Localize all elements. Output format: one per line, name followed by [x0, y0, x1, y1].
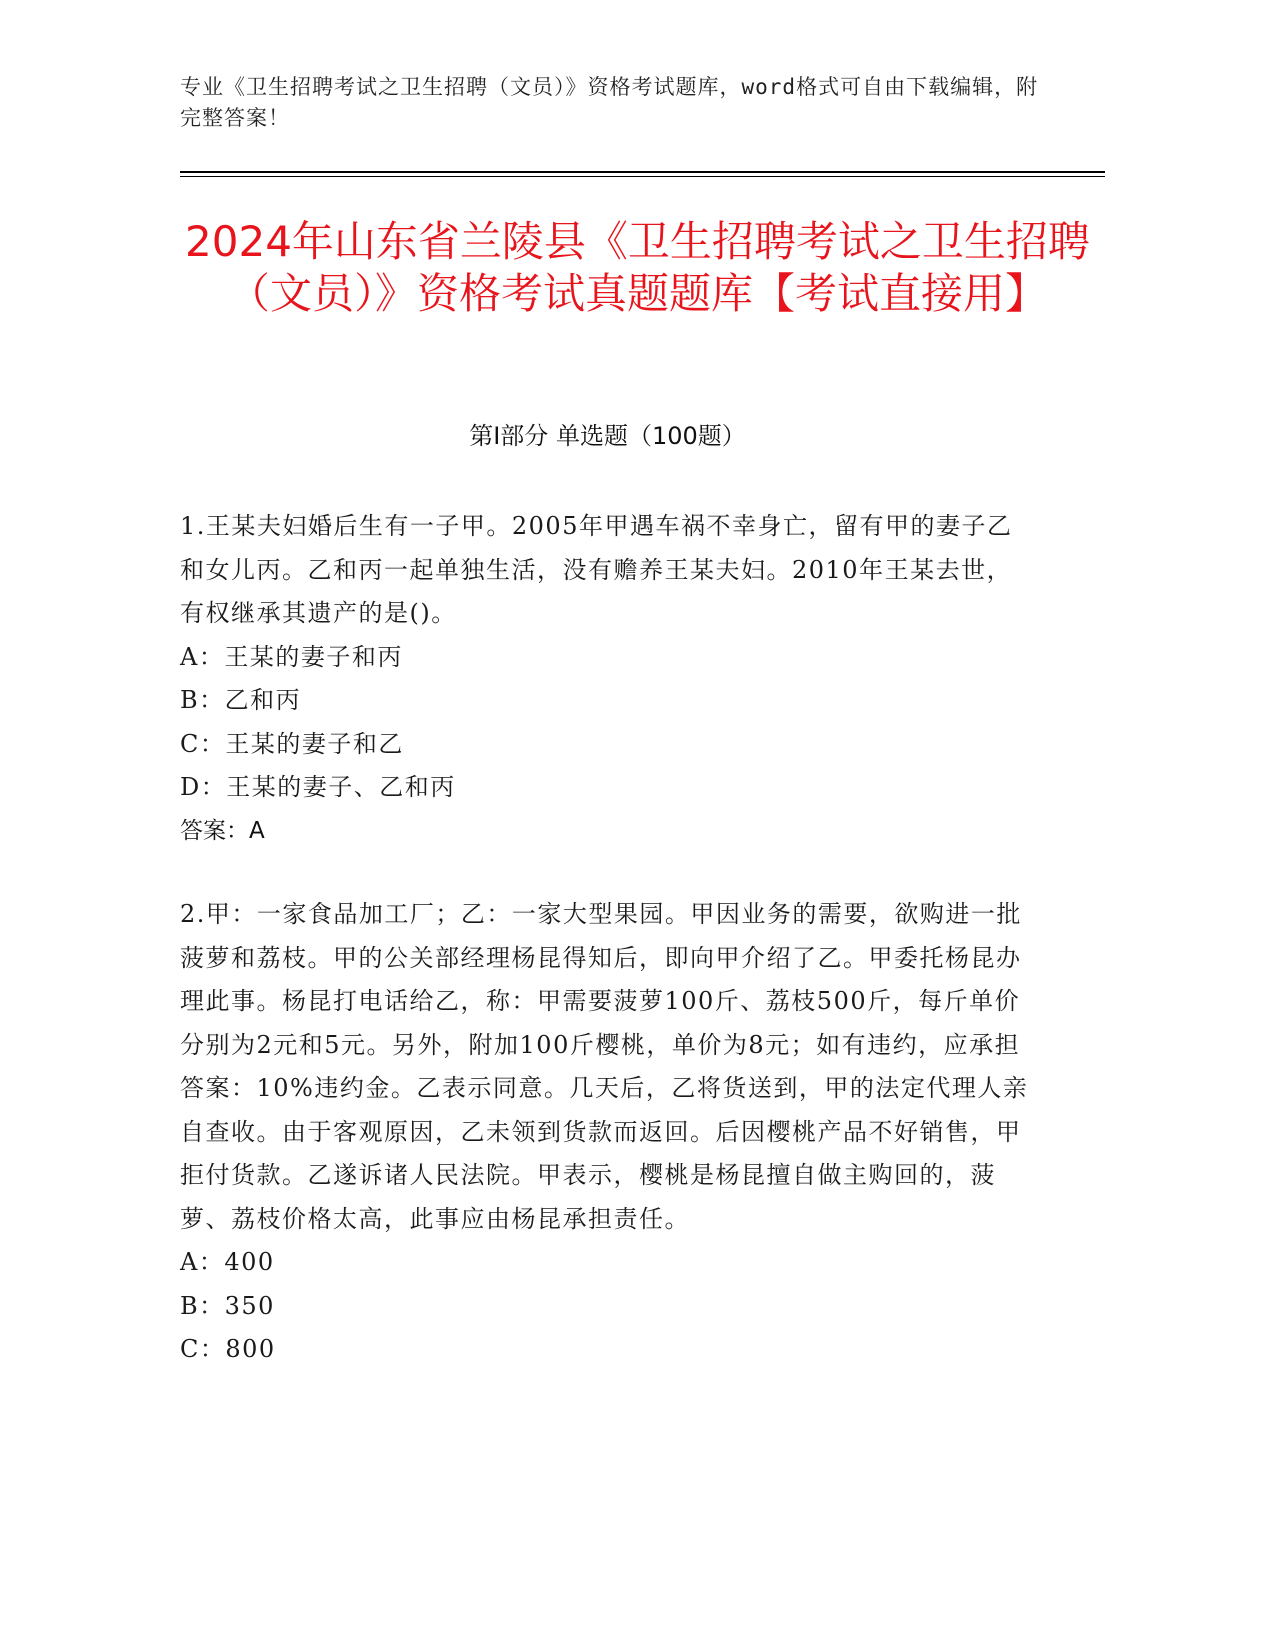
option-d: [180, 766, 1030, 810]
option-b: [180, 679, 1030, 723]
option-key: A：: [180, 642, 225, 671]
answer-line: 答案：A: [180, 817, 265, 844]
option-text: 350: [224, 1291, 275, 1320]
option-text: 王某的妻子、乙和丙: [226, 773, 456, 801]
option-key: B：: [180, 686, 225, 714]
question-stem: 2.甲：一家食品加工厂；乙：一家大型果园。甲因业务的需要，欲购进一批菠萝和荔枝。甲的公关部经理杨昆得知后，即向甲介绍了乙。甲委托杨昆办理此事。杨昆打电话给乙，称：甲需要菠萝100斤、荔枝500斤，每斤单价分别为2元和5元。另外，附加100斤樱桃，单价为8元；如有违约，应承担答案：10%违约金。乙表示同意。几天后，乙将货送到，甲的法定代理人亲自查收。由于客观原因，乙未领到货款而返回。后因樱桃产品不好销售，甲拒付货款。乙遂诉诸人民法院。甲表示，樱桃是杨昆擅自做主购回的，菠萝、荔枝价格太高，此事应由杨昆承担责任。: [180, 900, 1029, 1233]
question-stem: 1.王某夫妇婚后生有一子甲。2005年甲遇车祸不幸身亡，留有甲的妻子乙和女儿丙。乙和丙一起单独生活，没有赡养王某夫妇。2010年王某去世，有权继承其遗产的是()。: [180, 512, 1013, 627]
option-c: [180, 1328, 1030, 1372]
option-key: C：: [180, 1335, 226, 1363]
section-title: 第Ⅰ部分 单选题（100题）: [469, 422, 746, 450]
option-text: 王某的妻子和乙: [225, 729, 404, 758]
option-b: [180, 1285, 1030, 1329]
option-text: 王某的妻子和丙: [224, 642, 403, 671]
question-list: [180, 505, 1030, 1412]
header-divider-thin: [180, 176, 1105, 177]
option-text: 乙和丙: [224, 686, 302, 714]
header-divider-thick: [180, 171, 1105, 173]
option-key: C：: [180, 729, 226, 758]
option-key: A：: [180, 1248, 225, 1276]
question-1: [180, 505, 1030, 853]
option-text: 400: [224, 1248, 275, 1276]
option-key: D：: [180, 773, 227, 801]
option-a: [180, 636, 1030, 680]
question-2: [180, 893, 1030, 1372]
option-text: 800: [225, 1335, 276, 1363]
option-a: [180, 1241, 1030, 1285]
document-title: 2024年山东省兰陵县《卫生招聘考试之卫生招聘（文员）》资格考试真题题库【考试直接用】: [185, 217, 1090, 318]
header-note: 专业《卫生招聘考试之卫生招聘（文员）》资格考试题库，word格式可自由下载编辑，附完整答案！: [180, 75, 1039, 130]
option-key: B：: [180, 1291, 225, 1320]
option-c: [180, 723, 1030, 767]
